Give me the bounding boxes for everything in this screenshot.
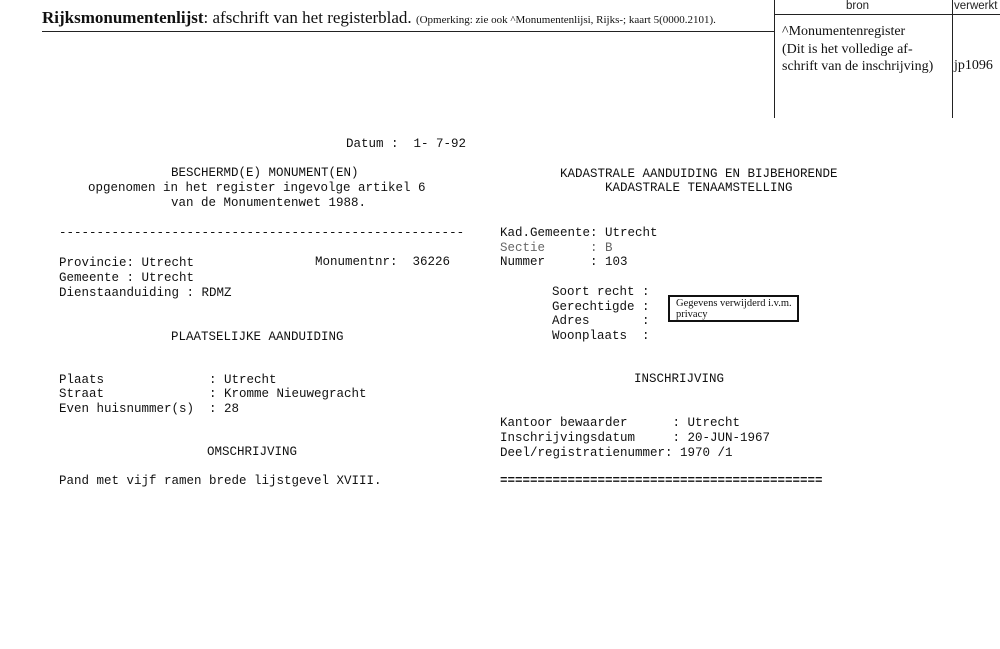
inschrijvingsdatum: Inschrijvingsdatum : 20-JUN-1967: [500, 431, 771, 445]
left-heading-line3: van de Monumentenwet 1988.: [171, 196, 367, 210]
soort-recht: Soort recht :: [552, 285, 650, 299]
datum: Datum : 1- 7-92: [346, 137, 467, 151]
inschrijving-heading: INSCHRIJVING: [634, 372, 725, 386]
bron-text: [782, 23, 933, 76]
nummer: Nummer : 103: [500, 255, 628, 269]
straat: Straat : Kromme Nieuwegracht: [59, 387, 367, 401]
gemeente: Gemeente : Utrecht: [59, 271, 195, 285]
page-title: [42, 8, 716, 28]
kantoor-bewaarder: Kantoor bewaarder : Utrecht: [500, 416, 741, 430]
bron-label: bron: [846, 0, 870, 12]
right-separator: ===========================================: [500, 474, 823, 488]
left-separator: ------------------------------------------------------: [59, 226, 465, 240]
woonplaats: Woonplaats :: [552, 329, 650, 343]
header-divider: [42, 31, 774, 32]
verwerkt-label: verwerkt: [954, 0, 998, 12]
verwerkt-value: jp1096: [954, 58, 993, 73]
adres: Adres :: [552, 314, 650, 328]
provincie: Provincie: Utrecht: [59, 256, 195, 270]
bron-line: ^Monumentenregister: [782, 24, 906, 39]
column-header-divider: [774, 14, 1000, 15]
left-heading-line1: BESCHERMD(E) MONUMENT(EN): [171, 166, 359, 180]
omschrijving-heading: OMSCHRIJVING: [207, 445, 298, 459]
kad-gemeente: Kad.Gemeente: Utrecht: [500, 226, 658, 240]
gerechtigde: Gerechtigde :: [552, 300, 650, 314]
plaatselijke-heading: PLAATSELIJKE AANDUIDING: [171, 330, 344, 344]
bron-line: schrift van de inschrijving): [782, 59, 934, 74]
privacy-notice-box: Gegevens verwijderd i.v.m. privacy: [668, 295, 799, 322]
dienstaanduiding: Dienstaanduiding : RDMZ: [59, 286, 232, 300]
plaats: Plaats : Utrecht: [59, 373, 277, 387]
sectie: Sectie : B: [500, 241, 613, 255]
huisnummer: Even huisnummer(s) : 28: [59, 402, 240, 416]
left-heading-line2: opgenomen in het register ingevolge artikel 6: [88, 181, 426, 195]
right-heading-line1: KADASTRALE AANDUIDING EN BIJBEHORENDE: [560, 167, 838, 181]
page-title-rest: : afschrift van het registerblad.: [203, 8, 412, 27]
omschrijving: Pand met vijf ramen brede lijstgevel XVIII.: [59, 474, 382, 488]
registratienummer: Deel/registratienummer: 1970 /1: [500, 446, 733, 460]
page-title-bold: Rijksmonumentenlijst: [42, 8, 204, 27]
bron-line: (Dit is het volledige af-: [782, 41, 913, 57]
right-heading-line2: KADASTRALE TENAAMSTELLING: [605, 181, 793, 195]
monumentnr: Monumentnr: 36226: [315, 255, 451, 269]
header-note: (Opmerking: zie ook ^Monumentenlijsi, Rijks-; kaart 5(0000.2101).: [415, 14, 716, 26]
